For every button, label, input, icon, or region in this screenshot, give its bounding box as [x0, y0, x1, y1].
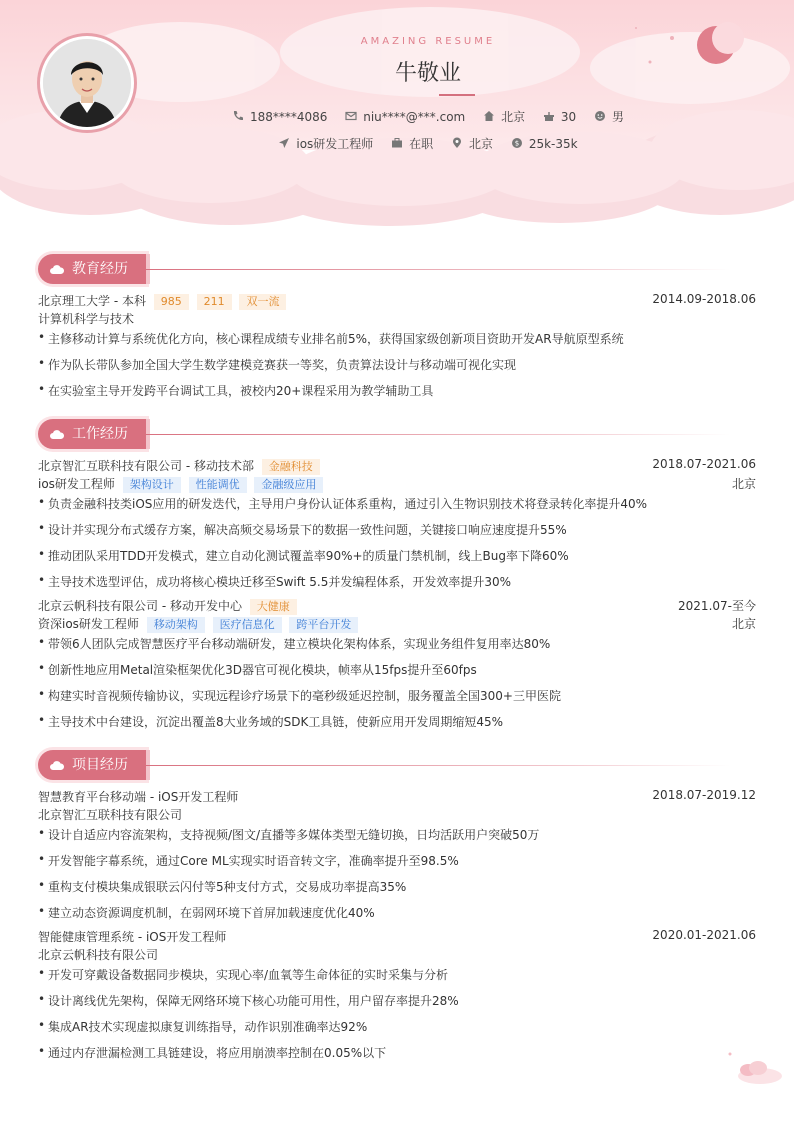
salary-item	[511, 137, 578, 151]
work-section-header	[38, 419, 756, 449]
email-address: niu****@***.com	[363, 109, 466, 124]
education-bullet: • 主修移动计算与系统优化方向，核心课程成绩专业排名前5%，获得国家级创新项目资助开发AR导航原型系统	[38, 330, 756, 347]
role-tag: 移动架构	[147, 617, 205, 633]
project-bullet: • 开发智能字幕系统，通过Core ML实现实时语音转文字，准确率提升至98.5%	[38, 852, 756, 869]
work-role-line	[38, 475, 756, 493]
project-date: 2018.07-2019.12	[652, 788, 756, 802]
briefcase-icon	[391, 137, 403, 149]
work-bullet: • 设计并实现分布式缓存方案，解决高频交易场景下的数据一致性问题，关键接口响应速度提升55%	[38, 521, 756, 538]
footer-cloud-decoration	[726, 1050, 786, 1086]
school-tag: 985	[154, 294, 189, 310]
work-bullet: • 创新性地应用Metal渲染框架优化3D器官可视化模块，帧率从15fps提升至60fps	[38, 661, 756, 678]
salary-icon	[511, 137, 523, 149]
project-bullet: • 设计离线优先架构，保障无网络环境下核心功能可用性，用户留存率提升28%	[38, 992, 756, 1009]
work-city: 北京	[731, 617, 756, 631]
cloud-icon	[50, 429, 64, 439]
svg-text:$: $	[514, 139, 520, 148]
work-date: 2021.07-至今	[678, 599, 756, 613]
phone-number: 188****4086	[249, 109, 328, 124]
work-bullet: • 负责金融科技类iOS应用的研发迭代，主导用户身份认证体系重构，通过引入生物识别技术将登录转化率提升40%	[38, 495, 756, 512]
target-city-item	[451, 135, 493, 152]
send-icon	[278, 137, 290, 149]
smile-icon	[594, 110, 606, 122]
role-name: ios研发工程师	[38, 477, 115, 491]
contact-row	[31, 108, 794, 125]
gender-item	[594, 108, 624, 125]
status-value: 在职	[409, 137, 434, 151]
resume-header	[0, 0, 794, 230]
city-value: 北京	[501, 110, 526, 124]
company-name: 北京智汇互联科技有限公司 - 移动技术部	[38, 459, 254, 473]
mail-icon	[345, 110, 357, 122]
name-underline	[439, 94, 475, 96]
role-tag: 金融级应用	[254, 477, 323, 493]
role-name: 资深ios研发工程师	[38, 617, 139, 631]
education-bullet: • 在实验室主导开发跨平台调试工具，被校内20+课程采用为教学辅助工具	[38, 382, 756, 399]
salary-value: 25k-35k	[528, 136, 578, 151]
phone-icon	[232, 110, 244, 122]
company-tag: 大健康	[250, 599, 297, 615]
school-name: 北京理工大学 - 本科	[38, 294, 146, 308]
project-title: 智能健康管理系统 - iOS开发工程师	[38, 930, 227, 944]
age-value: 30	[560, 109, 577, 124]
role-tag: 架构设计	[123, 477, 181, 493]
work-role-line	[38, 615, 756, 633]
phone-item	[232, 110, 327, 124]
education-bullet: • 作为队长带队参加全国大学生数学建模竞赛获一等奖，负责算法设计与移动端可视化实现	[38, 356, 756, 373]
project-title: 智慧教育平台移动端 - iOS开发工程师	[38, 790, 239, 804]
work-bullet: • 构建实时音视频传输协议，实现远程诊疗场景下的毫秒级延迟控制，服务覆盖全国300+三甲医院	[38, 687, 756, 704]
education-section-header	[38, 254, 756, 284]
position-item	[278, 135, 373, 152]
work-company-line	[38, 457, 756, 475]
work-bullet: • 带领6人团队完成智慧医疗平台移动端研发，建立模块化架构体系，实现业务组件复用率达80%	[38, 635, 756, 652]
candidate-name: 牛敬业	[394, 61, 461, 86]
project-bullet: • 通过内存泄漏检测工具链建设，将应用崩溃率控制在0.05%以下	[38, 1044, 756, 1061]
education-major: 计算机科学与技术	[38, 312, 135, 326]
target-city-value: 北京	[468, 137, 493, 151]
city-item	[483, 108, 525, 125]
education-school-line	[38, 292, 756, 310]
email-item	[345, 110, 465, 124]
project-company: 北京智汇互联科技有限公司	[38, 808, 183, 822]
project-title-line	[38, 788, 756, 805]
project-bullet: • 设计自适应内容流架构，支持视频/图文/直播等多媒体类型无缝切换，日均活跃用户突破50万	[38, 826, 756, 843]
role-tag: 医疗信息化	[213, 617, 282, 633]
work-bullet: • 主导技术中台建设，沉淀出覆盖8大业务域的SDK工具链，使新应用开发周期缩短45%	[38, 713, 756, 730]
work-company-line	[38, 597, 756, 615]
project-company: 北京云帆科技有限公司	[38, 948, 159, 962]
projects-section-header	[38, 750, 756, 780]
cake-icon	[543, 110, 555, 122]
education-section-title: 教育经历	[38, 254, 146, 284]
role-tag: 跨平台开发	[289, 617, 358, 633]
project-date: 2020.01-2021.06	[652, 928, 756, 942]
project-bullet: • 开发可穿戴设备数据同步模块，实现心率/血氧等生命体征的实时采集与分析	[38, 966, 756, 983]
school-tag: 211	[197, 294, 232, 310]
company-name: 北京云帆科技有限公司 - 移动开发中心	[38, 599, 242, 613]
cloud-icon	[50, 264, 64, 274]
work-date: 2018.07-2021.06	[652, 457, 756, 471]
school-tag: 双一流	[239, 294, 286, 310]
work-bullet: • 主导技术选型评估，成功将核心模块迁移至Swift 5.5并发编程体系，开发效率提升30%	[38, 573, 756, 590]
project-bullet: • 建立动态资源调度机制，在弱网环境下首屏加载速度优化40%	[38, 904, 756, 921]
projects-section-title: 项目经历	[38, 750, 146, 780]
position-value: ios研发工程师	[296, 137, 374, 151]
work-bullet: • 推动团队采用TDD开发模式，建立自动化测试覆盖率90%+的质量门禁机制，线上Bug率下降60%	[38, 547, 756, 564]
work-city: 北京	[731, 477, 756, 491]
home-icon	[483, 110, 495, 122]
location-icon	[451, 137, 463, 149]
cloud-icon	[50, 760, 64, 770]
age-item	[543, 110, 576, 124]
company-tag: 金融科技	[262, 459, 320, 475]
role-tag: 性能调优	[189, 477, 247, 493]
education-date: 2014.09-2018.06	[652, 292, 756, 306]
status-item	[391, 135, 433, 152]
project-bullet: • 集成AR技术实现虚拟康复训练指导，动作识别准确率达92%	[38, 1018, 756, 1035]
project-bullet: • 重构支付模块集成银联云闪付等5种支付方式，交易成功率提高35%	[38, 878, 756, 895]
work-section-title: 工作经历	[38, 419, 146, 449]
job-intent-row	[31, 135, 794, 152]
project-title-line	[38, 928, 756, 945]
resume-tagline: AMAZING RESUME	[360, 36, 496, 47]
gender-value: 男	[612, 110, 625, 124]
